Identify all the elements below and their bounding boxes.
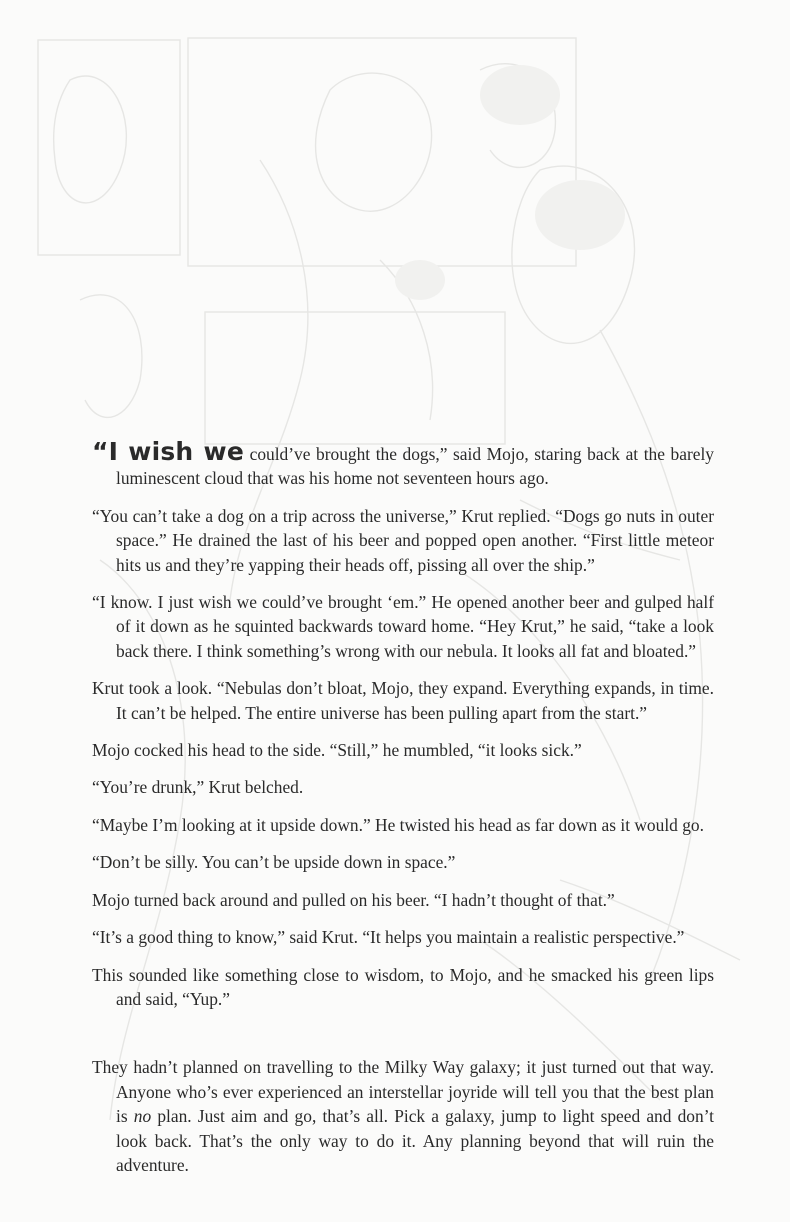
paragraph-7: “Maybe I’m looking at it upside down.” He twisted his head as far down as it would go. bbox=[92, 814, 704, 835]
drop-lead-text: “I wish we bbox=[92, 437, 245, 466]
emphasis-text: no bbox=[133, 1106, 152, 1127]
paragraph-3: “I know. I just wish we could’ve brought ‘em.” He opened another beer and gulped half of it down as he squinted backwards toward home. “Hey Krut,” he said, “take a look back there. I think something’s wrong with our nebula. It looks all fat and bloated.” bbox=[92, 592, 714, 661]
paragraph-1 bbox=[92, 437, 714, 491]
paragraph-11: This sounded like something close to wisdom, to Mojo, and he smacked his green lips and said, “Yup.” bbox=[92, 964, 714, 1009]
story-text bbox=[92, 437, 715, 1190]
paragraph-6: “You’re drunk,” Krut belched. bbox=[92, 777, 304, 798]
paragraph-text: could’ve brought the dogs,” said Mojo, staring back at the barely luminescent cloud that was his home not seventeen hours ago. bbox=[116, 444, 714, 489]
paragraph-text: They hadn’t planned on travelling to the Milky Way galaxy; it just turned out that way. Anyone who’s ever experienced an interstellar joyride will tell you that the best plan is bbox=[92, 1057, 714, 1127]
paragraph-12 bbox=[92, 1055, 714, 1177]
paragraph-8: “Don’t be silly. You can’t be upside down in space.” bbox=[92, 852, 456, 873]
paragraph-5: Mojo cocked his head to the side. “Still,” he mumbled, “it looks sick.” bbox=[92, 740, 582, 761]
paragraph-10: “It’s a good thing to know,” said Krut. “It helps you maintain a realistic perspective.” bbox=[92, 927, 685, 948]
paragraph-4: Krut took a look. “Nebulas don’t bloat, Mojo, they expand. Everything expands, in time. It can’t be helped. The entire universe has been pulling apart from the start.” bbox=[92, 678, 714, 723]
paragraph-text: plan. Just aim and go, that’s all. Pick a galaxy, jump to light speed and don’t look back. That’s the only way to do it. Any planning beyond that will ruin the adventure. bbox=[116, 1106, 715, 1175]
paragraph-9: Mojo turned back around and pulled on his beer. “I hadn’t thought of that.” bbox=[92, 889, 615, 910]
paragraph-2: “You can’t take a dog on a trip across the universe,” Krut replied. “Dogs go nuts in outer space.” He drained the last of his beer and popped open another. “First little meteor hits us and they’re yapping their heads off, pissing all over the ship.” bbox=[92, 505, 714, 575]
section-gap bbox=[92, 1024, 714, 1055]
